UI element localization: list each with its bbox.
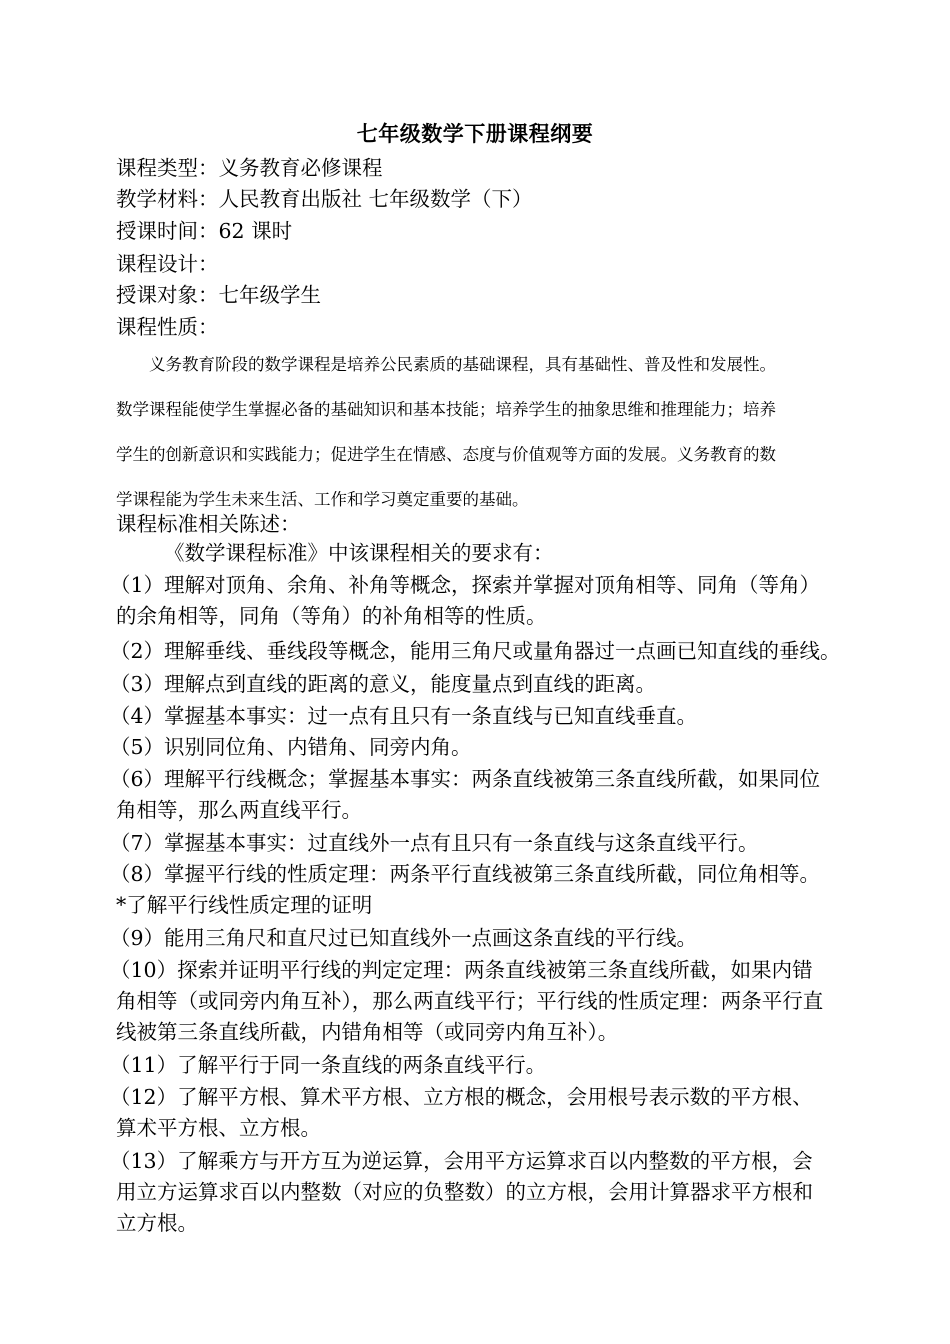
requirement-line: （13）了解乘方与开方互为逆运算，会用平方运算求百以内整数的平方根，会 xyxy=(110,1149,813,1173)
requirement-line: 的余角相等，同角（等角）的补角相等的性质。 xyxy=(116,604,547,628)
requirement-line: （12）了解平方根、算术平方根、立方根的概念，会用根号表示数的平方根、 xyxy=(110,1085,813,1109)
requirement-item-6 xyxy=(110,764,896,826)
requirement-line: （3）理解点到直线的距离的意义，能度量点到直线的距离。 xyxy=(110,672,657,696)
requirement-item-2 xyxy=(110,636,896,667)
field-audience xyxy=(116,280,321,310)
field-label: 课程性质： xyxy=(116,315,219,339)
standards-lead: 《数学课程标准》中该课程相关的要求有： xyxy=(164,541,554,565)
requirement-line: （9）能用三角尺和直尺过已知直线外一点画这条直线的平行线。 xyxy=(110,926,698,950)
field-label: 授课时间： xyxy=(116,219,219,243)
requirement-line: （1）理解对顶角、余角、补角等概念，探索并掌握对顶角相等、同角（等角） xyxy=(110,573,821,597)
field-course-design xyxy=(116,249,219,279)
requirement-line: 角相等（或同旁内角互补），那么两直线平行；平行线的性质定理：两条平行直 xyxy=(116,989,824,1013)
paragraph-line: 义务教育阶段的数学课程是培养公民素质的基础课程，具有基础性、普及性和发展性。 xyxy=(149,355,776,374)
field-value: 七年级学生 xyxy=(218,283,321,307)
requirement-item-3 xyxy=(110,669,896,700)
field-class-hours xyxy=(116,216,292,246)
requirement-line: （7）掌握基本事实：过直线外一点有且只有一条直线与这条直线平行。 xyxy=(110,831,759,855)
requirement-item-11 xyxy=(110,1050,896,1081)
requirement-item-13 xyxy=(110,1146,896,1239)
requirement-line: 用立方运算求百以内整数（对应的负整数）的立方根，会用计算器求平方根和 xyxy=(116,1180,813,1204)
requirement-item-9 xyxy=(110,923,896,954)
requirement-item-12 xyxy=(110,1082,896,1144)
requirement-line: （2）理解垂线、垂线段等概念，能用三角尺或量角器过一点画已知直线的垂线。 xyxy=(110,639,841,663)
requirement-item-5 xyxy=(110,732,896,763)
requirement-item-10 xyxy=(110,955,896,1048)
field-teaching-material xyxy=(116,184,533,214)
requirement-line: （10）探索并证明平行线的判定定理：两条直线被第三条直线所截，如果内错 xyxy=(110,958,813,982)
field-value: 62 课时 xyxy=(218,219,293,243)
page-title: 七年级数学下册课程纲要 xyxy=(356,121,594,146)
field-label: 授课对象： xyxy=(116,283,219,307)
paragraph-line: 学课程能为学生未来生活、工作和学习奠定重要的基础。 xyxy=(116,490,529,509)
requirement-line: （6）理解平行线概念；掌握基本事实：两条直线被第三条直线所截，如果同位 xyxy=(110,767,821,791)
standards-heading: 课程标准相关陈述： xyxy=(116,512,301,536)
requirement-line: 立方根。 xyxy=(116,1211,198,1235)
field-course-type xyxy=(116,153,383,183)
requirement-item-7 xyxy=(110,828,896,859)
requirement-line: （11）了解平行于同一条直线的两条直线平行。 xyxy=(110,1053,547,1077)
requirement-line: 角相等，那么两直线平行。 xyxy=(116,798,362,822)
requirement-item-4 xyxy=(110,701,896,732)
paragraph-line: 学生的创新意识和实践能力；促进学生在情感、态度与价值观等方面的发展。义务教育的数 xyxy=(116,445,776,464)
field-value: 义务教育必修课程 xyxy=(218,156,383,180)
requirement-line: *了解平行线性质定理的证明 xyxy=(116,893,373,917)
requirement-line: 算术平方根、立方根。 xyxy=(116,1116,321,1140)
requirement-line: （4）掌握基本事实：过一点有且只有一条直线与已知直线垂直。 xyxy=(110,704,698,728)
field-label: 教学材料： xyxy=(116,187,219,211)
field-label: 课程设计： xyxy=(116,252,219,276)
field-value: 人民教育出版社 七年级数学（下） xyxy=(218,187,533,211)
requirement-line: 线被第三条直线所截，内错角相等（或同旁内角互补）。 xyxy=(116,1020,619,1044)
requirement-item-8 xyxy=(110,859,896,921)
requirement-line: （8）掌握平行线的性质定理：两条平行直线被第三条直线所截，同位角相等。 xyxy=(110,862,821,886)
requirement-item-1 xyxy=(110,570,896,632)
field-label: 课程类型： xyxy=(116,156,219,180)
course-nature-paragraph xyxy=(116,342,888,522)
requirement-line: （5）识别同位角、内错角、同旁内角。 xyxy=(110,735,472,759)
paragraph-line: 数学课程能使学生掌握必备的基础知识和基本技能；培养学生的抽象思维和推理能力；培养 xyxy=(116,400,776,419)
field-course-nature xyxy=(116,312,219,342)
